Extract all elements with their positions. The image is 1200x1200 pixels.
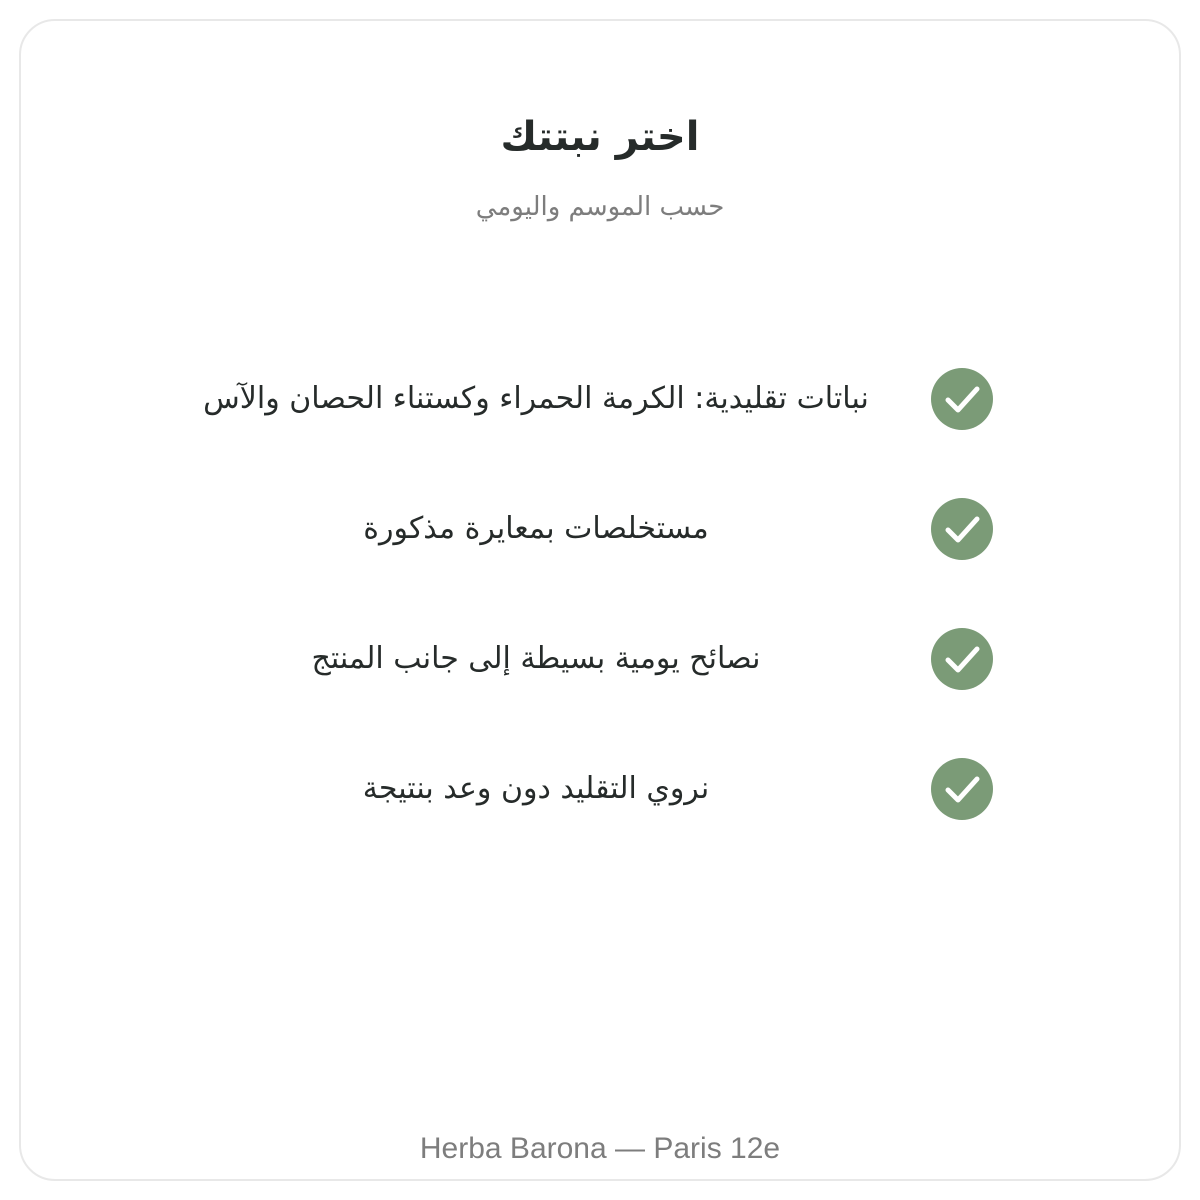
footer-brand: Herba Barona — Paris 12e	[419, 1132, 781, 1165]
card	[19, 19, 1181, 1181]
feature-item	[171, 757, 994, 821]
feature-item	[171, 367, 994, 431]
checkmark-icon	[931, 368, 993, 430]
checkmark-icon	[931, 498, 993, 560]
feature-item	[171, 627, 994, 691]
feature-item	[171, 497, 994, 561]
feature-text: نباتات تقليدية: الكرمة الحمراء وكستناء الحصان والآس	[203, 381, 869, 416]
page-subtitle: حسب الموسم واليومي	[475, 192, 725, 222]
feature-text: مستخلصات بمعايرة مذكورة	[363, 511, 709, 546]
page-title: اختر نبتتك	[500, 114, 700, 160]
checkmark-icon	[931, 628, 993, 690]
feature-text: نروي التقليد دون وعد بنتيجة	[362, 771, 710, 806]
feature-text: نصائح يومية بسيطة إلى جانب المنتج	[311, 641, 761, 676]
checkmark-icon	[931, 758, 993, 820]
